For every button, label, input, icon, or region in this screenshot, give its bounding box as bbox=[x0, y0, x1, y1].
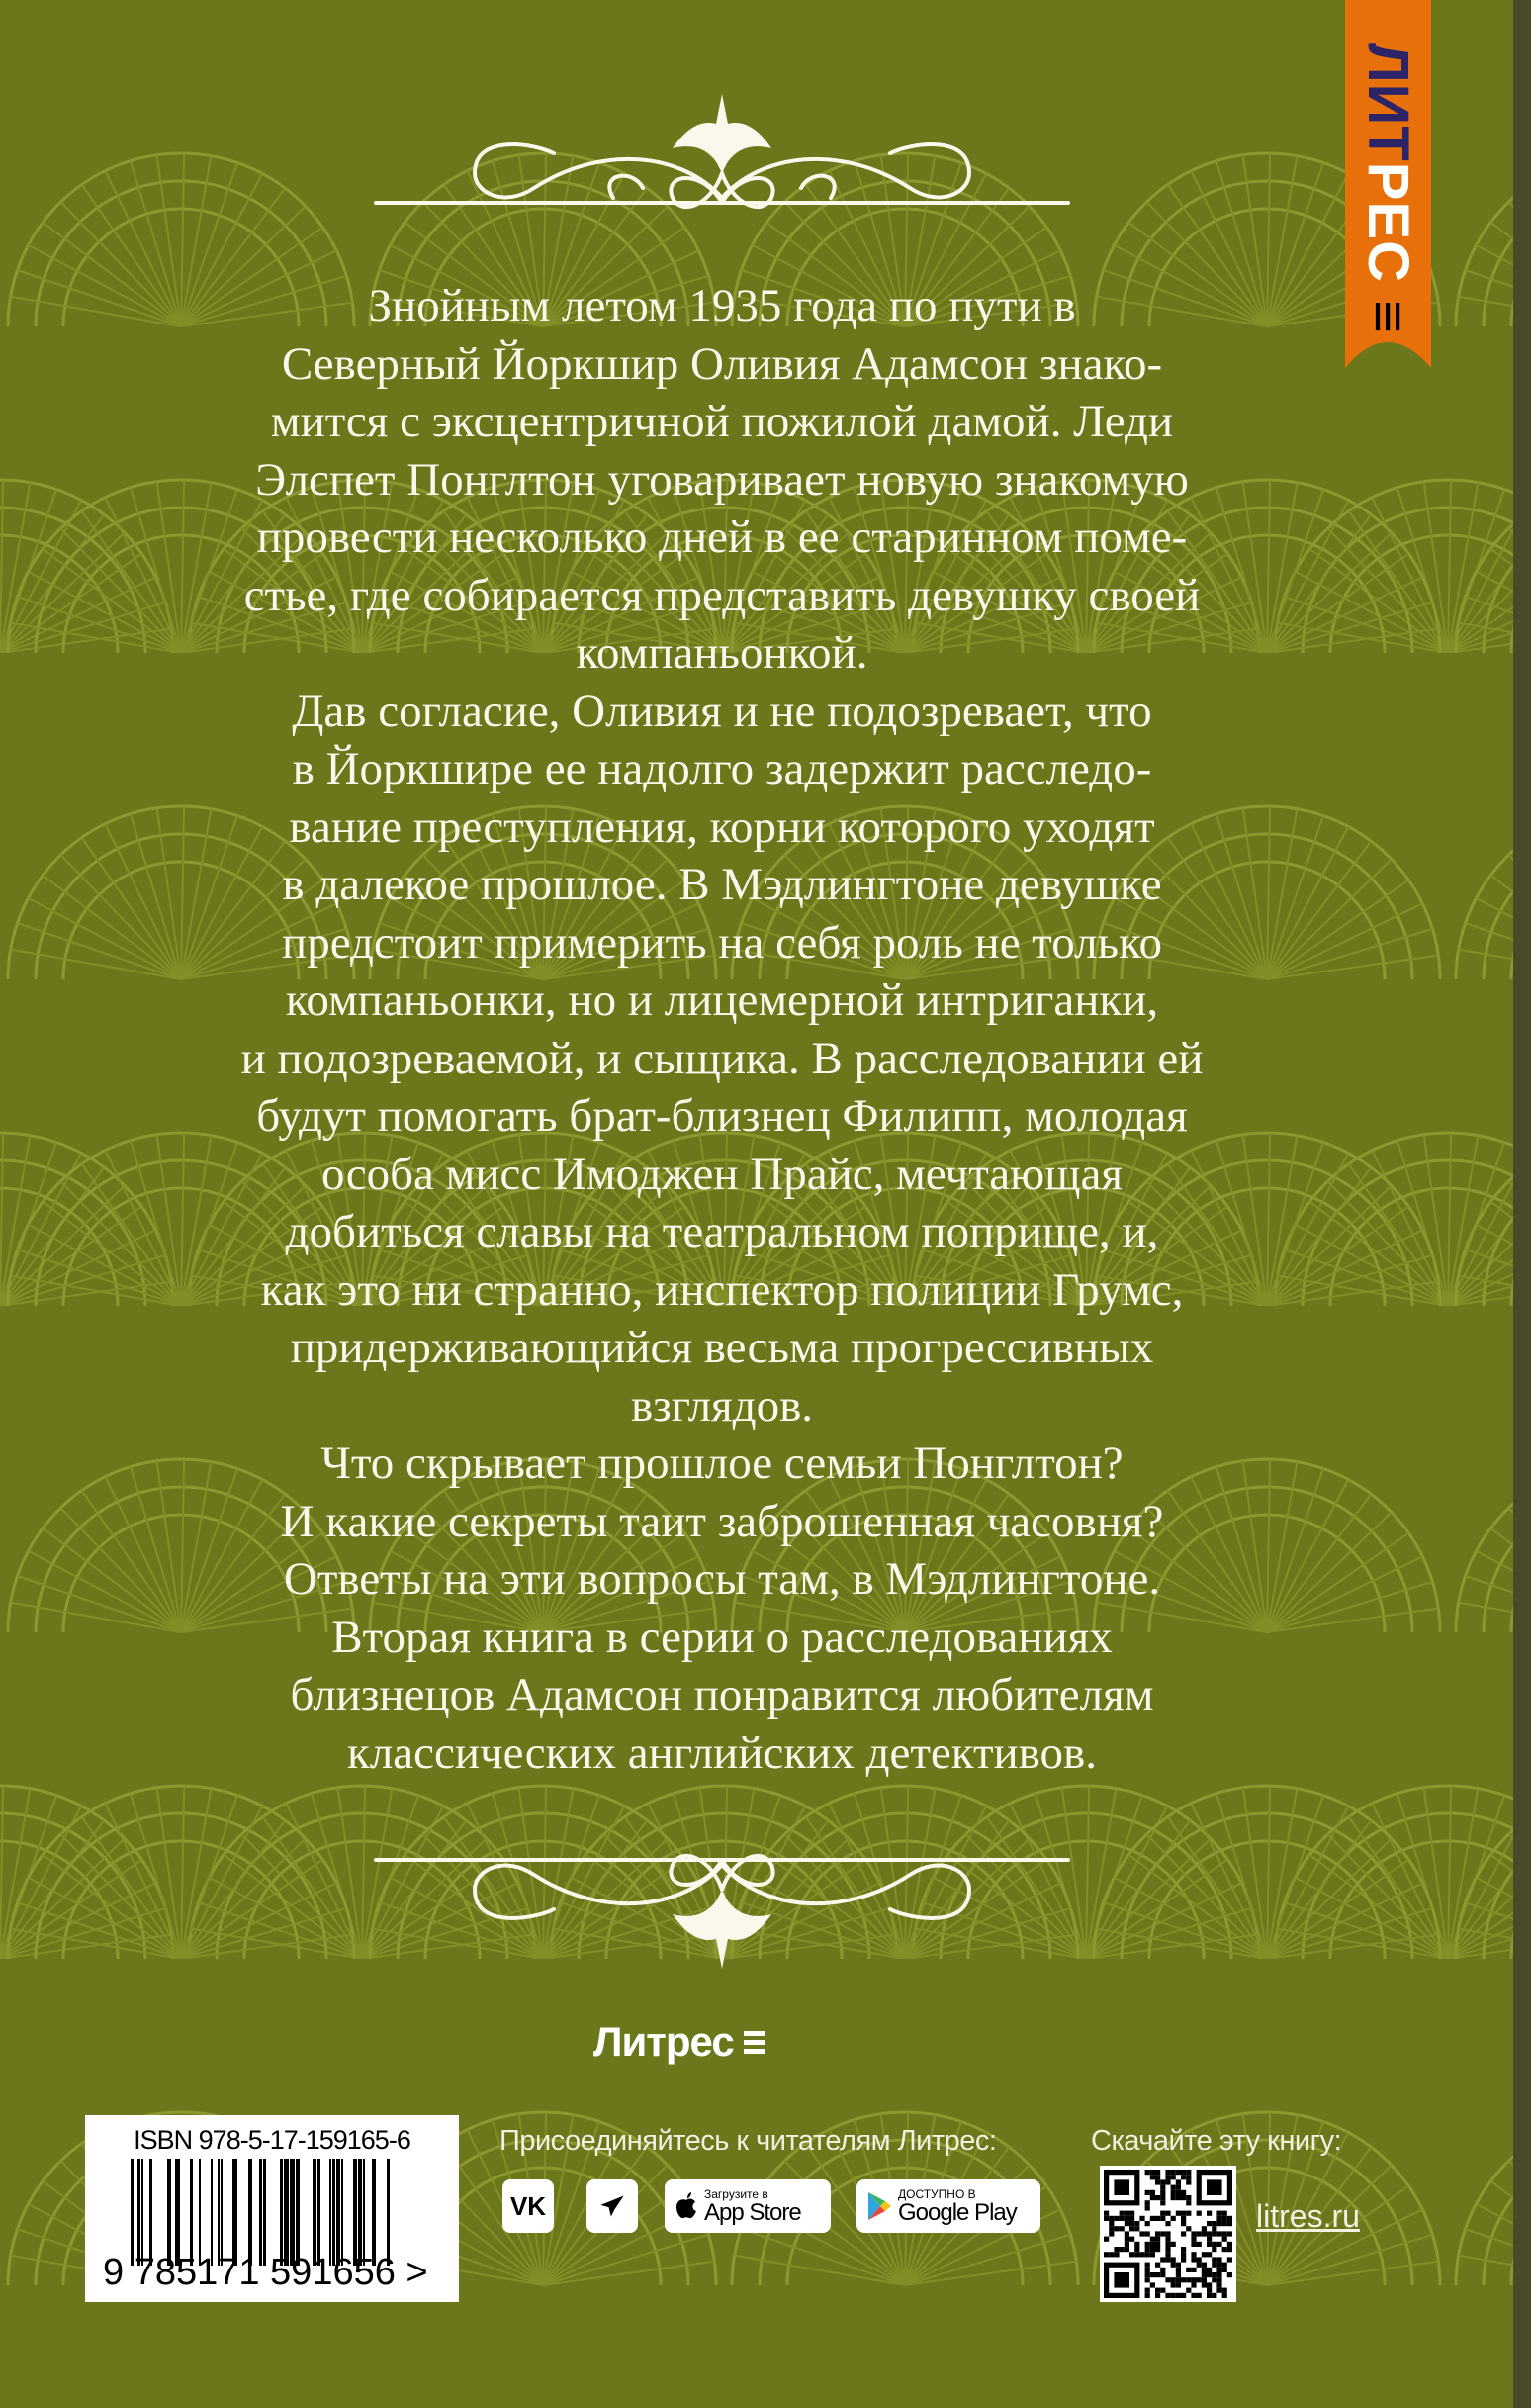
description-line: Что скрывает прошлое семьи Понглтон? bbox=[320, 1437, 1124, 1489]
join-readers-label: Присоединяйтесь к читателям Литрес: bbox=[499, 2125, 997, 2157]
description-line: мится с эксцентричной пожилой дамой. Леди bbox=[270, 396, 1174, 447]
description-line: компаньонкой. bbox=[576, 627, 868, 679]
description-line: Северный Йоркшир Оливия Адамсон знако- bbox=[281, 337, 1163, 390]
telegram-icon bbox=[598, 2192, 626, 2220]
vk-button[interactable] bbox=[502, 2179, 554, 2233]
app-store-small: Загрузите в bbox=[704, 2186, 768, 2201]
description-line: в Йоркшире ее надолго задержит расследо- bbox=[292, 743, 1152, 794]
barcode-bars bbox=[131, 2159, 417, 2266]
description-line: предстоит примерить на себя роль не только bbox=[282, 916, 1162, 969]
litres-logo-text: Литрес bbox=[593, 2018, 734, 2065]
description-line: классических английских детективов. bbox=[347, 1726, 1097, 1779]
vk-icon: VK bbox=[509, 2190, 547, 2221]
description-line: и подозреваемой, и сыщика. В расследовании ей bbox=[240, 1032, 1204, 1084]
google-play-small: ДОСТУПНО В bbox=[898, 2186, 976, 2201]
qr-code[interactable] bbox=[1100, 2166, 1236, 2302]
description-line: компаньонки, но и лицемерной интриганки, bbox=[285, 974, 1159, 1026]
description-line: провести несколько дней в ее старинном поме- bbox=[256, 511, 1188, 563]
description-line: Элспет Понглтон уговаривает новую знакомую bbox=[255, 453, 1189, 506]
isbn-text: ISBN 978-5-17-159165-6 bbox=[134, 2125, 410, 2155]
description-line: Вторая книга в серии о расследованиях bbox=[331, 1611, 1113, 1663]
litres-logo bbox=[593, 2018, 766, 2066]
book-description bbox=[129, 277, 1315, 1782]
app-store-button[interactable] bbox=[665, 2179, 831, 2233]
description-line: стье, где собирается представить девушку своей bbox=[243, 569, 1201, 621]
description-line: в далекое прошлое. В Мэдлингтоне девушке bbox=[282, 859, 1162, 910]
description-line: взглядов. bbox=[630, 1379, 814, 1432]
spine-edge bbox=[1513, 0, 1531, 2408]
description-line: И какие секреты таит заброшенная часовня? bbox=[280, 1495, 1164, 1547]
ribbon-brand: ЛИТРЕС ≡ bbox=[1356, 42, 1421, 334]
description-line: Дав согласие, Оливия и не подозревает, что bbox=[292, 685, 1152, 737]
top-ornament bbox=[356, 94, 1088, 232]
google-play-button[interactable] bbox=[856, 2179, 1040, 2233]
google-play-icon bbox=[866, 2191, 892, 2221]
description-line: вание преступления, корни которого уходят bbox=[289, 800, 1155, 853]
bottom-ornament bbox=[356, 1830, 1088, 1969]
description-line: близнецов Адамсон понравится любителям bbox=[290, 1669, 1154, 1720]
app-store-big: App Store bbox=[704, 2198, 801, 2226]
apple-icon bbox=[675, 2191, 698, 2221]
ribbon-brand-part1: ЛИТ bbox=[1356, 42, 1421, 162]
description-line: будут помогать брат-близнец Филипп, молодая bbox=[256, 1090, 1188, 1142]
litres-menu-icon bbox=[744, 2031, 766, 2054]
download-book-label: Скачайте эту книгу: bbox=[1091, 2125, 1342, 2157]
description-line: как это ни странно, инспектор полиции Грумс, bbox=[260, 1263, 1184, 1316]
description-line: особа мисс Имоджен Прайс, мечтающая bbox=[321, 1148, 1123, 1200]
telegram-button[interactable] bbox=[586, 2179, 638, 2233]
isbn-barcode bbox=[85, 2115, 459, 2302]
description-line: Ответы на эти вопросы там, в Мэдлингтоне. bbox=[283, 1553, 1161, 1605]
google-play-big: Google Play bbox=[898, 2198, 1017, 2226]
barcode-digits: 9 785171 591656 > bbox=[103, 2252, 428, 2293]
ribbon-brand-part2: РЕС bbox=[1356, 161, 1421, 283]
description-line: добиться славы на театральном поприще, и, bbox=[285, 1206, 1159, 1257]
litres-site-link[interactable]: litres.ru bbox=[1256, 2198, 1360, 2234]
description-line: придерживающийся весьма прогрессивных bbox=[290, 1322, 1154, 1373]
description-line: Знойным летом 1935 года по пути в bbox=[368, 280, 1076, 331]
